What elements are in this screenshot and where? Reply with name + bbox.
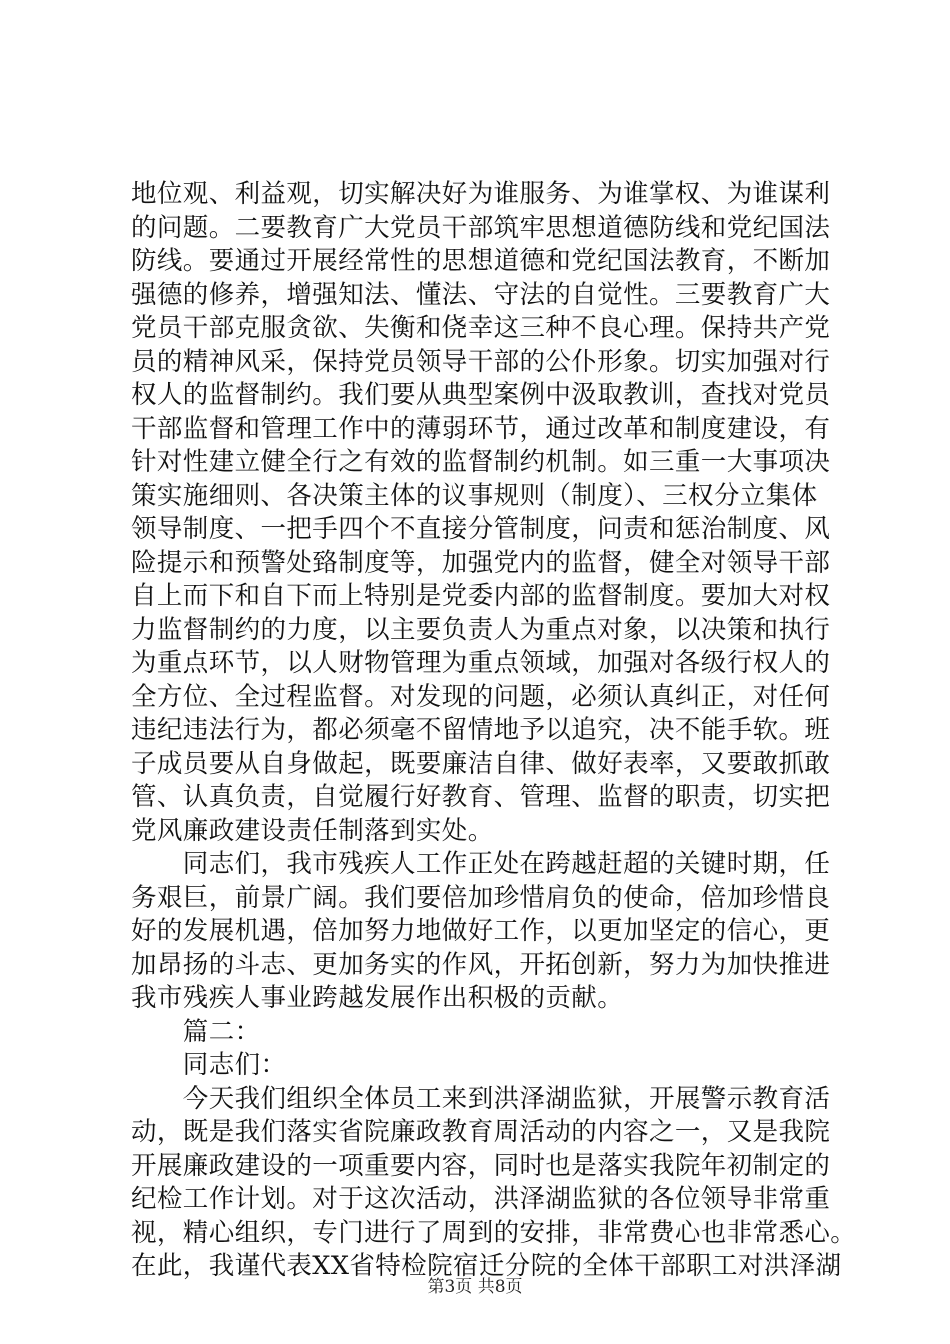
text-line: 违纪违法行为，都必须毫不留情地予以追究，决不能手软。班 [131, 715, 831, 745]
text-line: 今天我们组织全体员工来到洪泽湖监狱，开展警示教育活 [131, 1083, 831, 1114]
text-line: 策实施细则、各决策主体的议事规则（制度）、三权分立集体 [131, 480, 818, 511]
text-line: 党风廉政建设责任制落到实处。 [131, 815, 494, 846]
text-line: 员的精神风采，保持党员领导干部的公仆形象。切实加强对行 [131, 346, 831, 377]
page-number-footer: 第3页 共8页 [427, 1277, 523, 1297]
text-line: 同志们，我市残疾人工作正处在跨越赶超的关键时期，任 [131, 849, 831, 879]
text-line: 权人的监督制约。我们要从典型案例中汲取教训，查找对党员 [131, 380, 831, 410]
text-line: 子成员要从自身做起，既要廉洁自律、做好表率，又要敢抓敢 [131, 748, 831, 779]
document-body [131, 178, 857, 1284]
text-line: 党员干部克服贪欲、失衡和侥幸这三种不良心理。保持共产党 [131, 313, 831, 343]
text-line: 务艰巨，前景广阔。我们要倍加珍惜肩负的使命，倍加珍惜良 [131, 882, 831, 913]
text-line: 针对性建立健全行之有效的监督制约机制。如三重一大事项决 [131, 447, 831, 477]
text-line: 力监督制约的力度，以主要负责人为重点对象，以决策和执行 [131, 614, 831, 645]
text-line: 视，精心组织，专门进行了周到的安排，非常费心也非常悉心。 [131, 1217, 857, 1248]
text-line: 地位观、利益观，切实解决好为谁服务、为谁掌权、为谁谋利 [131, 179, 831, 209]
text-line: 领导制度、一把手四个不直接分管制度，问责和惩治制度、风 [131, 514, 831, 544]
text-line: 自上而下和自下而上特别是党委内部的监督制度。要加大对权 [131, 581, 831, 611]
text-line: 在此，我谨代表XX省特检院宿迁分院的全体干部职工对洪泽湖 [131, 1251, 842, 1281]
text-line: 强德的修养，增强知法、懂法、守法的自觉性。三要教育广大 [131, 279, 831, 310]
text-line: 我市残疾人事业跨越发展作出积极的贡献。 [131, 983, 624, 1013]
text-line: 险提示和预警处臵制度等，加强党内的监督，健全对领导干部 [131, 547, 831, 578]
text-line: 加昂扬的斗志、更加务实的作风，开拓创新，努力为加快推进 [131, 949, 831, 980]
text-line: 纪检工作计划。对于这次活动，洪泽湖监狱的各位领导非常重 [131, 1184, 831, 1214]
text-line: 为重点环节，以人财物管理为重点领域，加强对各级行权人的 [131, 648, 831, 678]
text-line: 干部监督和管理工作中的薄弱环节，通过改革和制度建设，有 [131, 413, 831, 444]
salutation: 同志们： [131, 1050, 287, 1080]
text-line: 防线。要通过开展经常性的思想道德和党纪国法教育，不断加 [131, 246, 831, 276]
text-line: 动，既是我们落实省院廉政教育周活动的内容之一，又是我院 [131, 1117, 831, 1147]
section-heading: 篇二： [131, 1016, 261, 1047]
text-line: 开展廉政建设的一项重要内容，同时也是落实我院年初制定的 [131, 1150, 831, 1181]
text-line: 全方位、全过程监督。对发现的问题，必须认真纠正，对任何 [131, 681, 831, 712]
text-line: 好的发展机遇，倍加努力地做好工作，以更加坚定的信心，更 [131, 916, 831, 946]
text-line: 管、认真负责，自觉履行好教育、管理、监督的职责，切实把 [131, 782, 831, 812]
text-line: 的问题。二要教育广大党员干部筑牢思想道德防线和党纪国法 [131, 212, 831, 243]
